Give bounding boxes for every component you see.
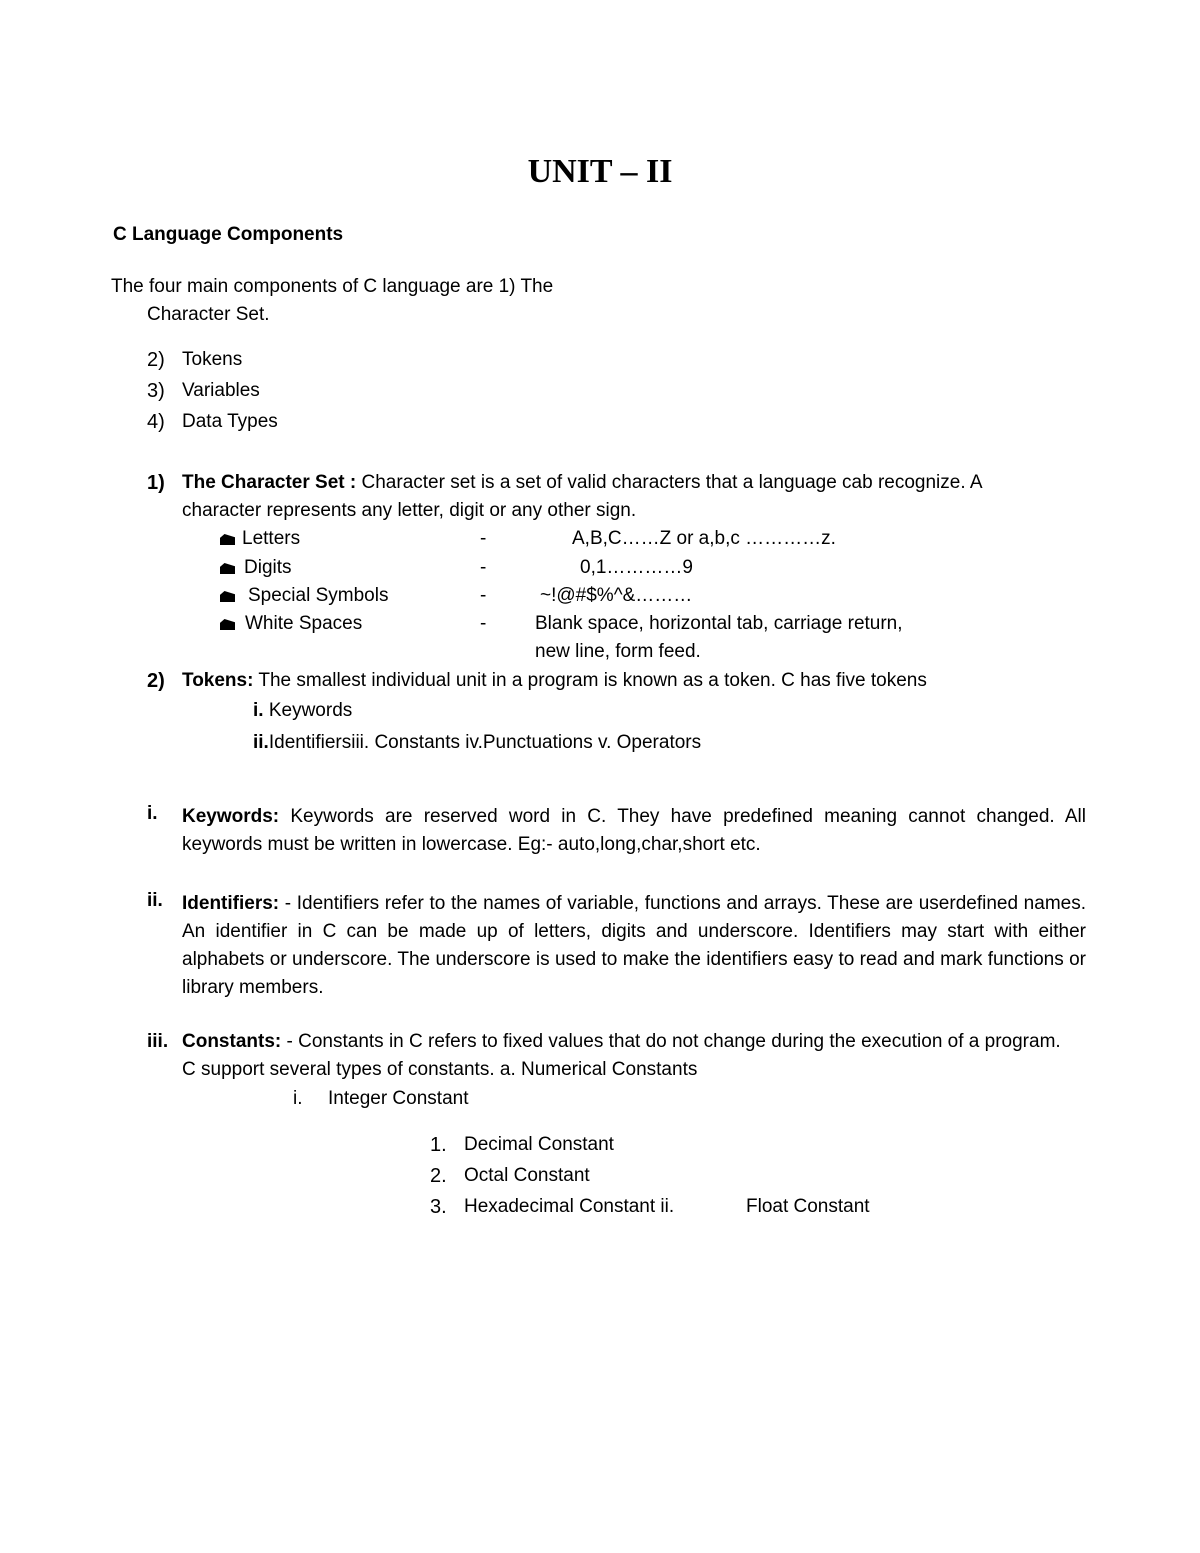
row-dash: - <box>480 613 487 634</box>
charset-row-special <box>220 585 388 608</box>
constant-list-number: 2. <box>430 1165 447 1187</box>
pointing-hand-icon <box>220 619 235 630</box>
component-number: 4) <box>147 411 165 433</box>
charset-number: 1) <box>147 472 165 494</box>
row-value-continued: new line, form feed. <box>535 641 701 662</box>
component-number: 3) <box>147 380 165 402</box>
component-label: Data Types <box>182 411 278 432</box>
constant-list-number: 3. <box>430 1196 447 1218</box>
constants-sub-number: i. <box>293 1088 303 1109</box>
identifiers-text: - Identifiers refer to the names of variable, functions and arrays. These are userdefined names. An identifier in C can be made up of letters, digits and underscore. Identifiers may start with either alphabets or underscore. The underscore is used to make the identifiers easy to read and mark functions or library members. <box>182 893 1086 998</box>
row-dash: - <box>480 557 487 578</box>
component-item <box>147 348 165 373</box>
tokens-term: Tokens: <box>182 670 254 691</box>
charset-row-digits <box>220 557 292 580</box>
keywords-paragraph <box>182 803 1086 859</box>
identifiers-paragraph <box>182 890 1086 1002</box>
page-title: UNIT – II <box>527 153 673 190</box>
row-value: Blank space, horizontal tab, carriage return, <box>535 613 903 634</box>
intro-line-1: The four main components of C language are 1) The <box>111 276 554 297</box>
component-number: 2) <box>147 349 165 371</box>
tokens-number: 2) <box>147 670 165 692</box>
row-name: Digits <box>244 557 292 578</box>
pointing-hand-icon <box>220 591 235 602</box>
row-value: A,B,C……Z or a,b,c …………z. <box>572 528 836 549</box>
row-name: Special Symbols <box>248 585 389 606</box>
tokens-line <box>182 670 927 693</box>
row-dash: - <box>480 528 487 549</box>
constants-line-2: C support several types of constants. a. Numerical Constants <box>182 1059 698 1080</box>
component-label: Variables <box>182 380 260 401</box>
constants-number: iii. <box>147 1031 169 1052</box>
component-item <box>147 410 165 435</box>
row-name: Letters <box>242 528 301 549</box>
constants-sub-text: Integer Constant <box>328 1088 469 1109</box>
float-constant-label: Float Constant <box>746 1196 870 1217</box>
charset-term: The Character Set : <box>182 472 357 493</box>
charset-text: Character set is a set of valid characters that a language cab recognize. A <box>356 472 983 493</box>
identifiers-number: ii. <box>147 890 163 911</box>
tokens-sub-1 <box>253 700 352 723</box>
keywords-term: Keywords: <box>182 806 280 827</box>
pointing-hand-icon <box>220 534 235 545</box>
sub-text: Keywords <box>263 700 353 721</box>
charset-row-whitespace <box>220 613 362 636</box>
row-name: White Spaces <box>245 613 363 634</box>
identifiers-term: Identifiers: <box>182 893 280 914</box>
row-value: ~!@#$%^&……… <box>540 585 693 606</box>
row-value: 0,1…………9 <box>580 557 693 578</box>
charset-line-1 <box>182 472 983 495</box>
intro-line-2: Character Set. <box>147 304 270 325</box>
tokens-sub-2 <box>253 732 701 755</box>
constant-list-label: Hexadecimal Constant ii. <box>464 1196 675 1217</box>
section-heading: C Language Components <box>113 224 344 245</box>
constant-list-number: 1. <box>430 1134 447 1156</box>
row-dash: - <box>480 585 487 606</box>
component-item <box>147 379 165 404</box>
constant-list-label: Octal Constant <box>464 1165 590 1186</box>
component-label: Tokens <box>182 349 243 370</box>
constant-list-label: Decimal Constant <box>464 1134 614 1155</box>
charset-line-2: character represents any letter, digit or any other sign. <box>182 500 637 521</box>
sub-text: Identifiersiii. Constants iv.Punctuations v. Operators <box>268 732 702 753</box>
keywords-text: Keywords are reserved word in C. They have predefined meaning cannot changed. All keywords must be written in lowercase. Eg:- auto,long,char,short etc. <box>182 806 1086 855</box>
constants-text: - Constants in C refers to fixed values that do not change during the execution of a program. <box>281 1031 1061 1052</box>
charset-row-letters <box>220 528 300 551</box>
constants-line-1 <box>182 1031 1061 1054</box>
keywords-number: i. <box>147 803 158 824</box>
sub-number: i. <box>253 700 264 721</box>
pointing-hand-icon <box>220 563 235 574</box>
sub-number: ii. <box>253 732 269 753</box>
constants-term: Constants: <box>182 1031 282 1052</box>
tokens-text: The smallest individual unit in a program is known as a token. C has five tokens <box>253 670 927 691</box>
